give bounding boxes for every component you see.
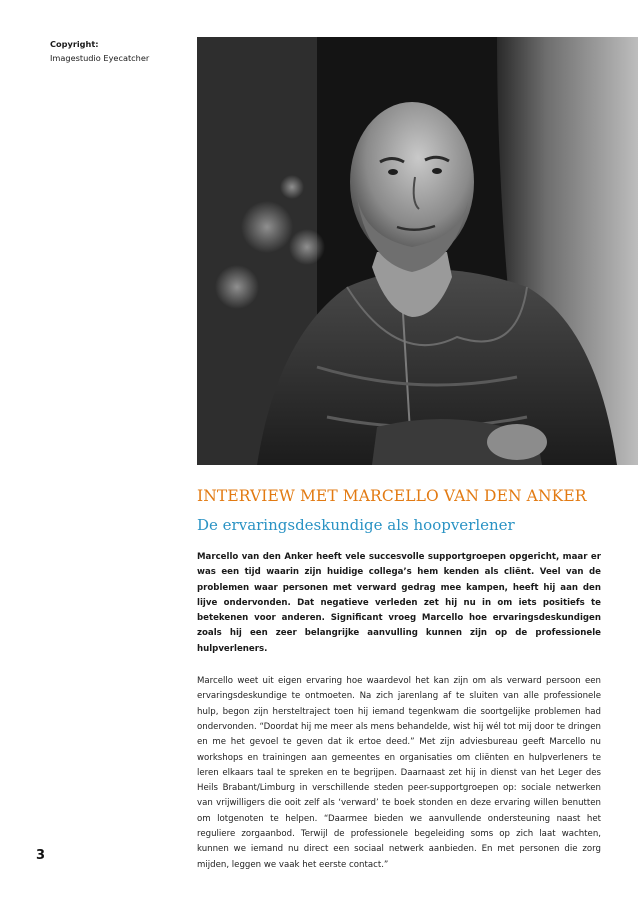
page-number: 3 [36,848,46,863]
article-lead: Marcello van den Anker heeft vele succesvolle supportgroepen opgericht, maar er was een tijd waarin zijn huidige collega’s hem kenden als cliënt. Veel van de problemen waar personen met verward gedrag mee kampen, heeft hij aan den lijve ondervonden. Dat negatieve verleden zet hij nu in om iets positiefs te betekenen voor anderen. Significant vroeg Marcello hoe ervaringsdeskundigen zoals hij een zeer belangrijke aanvulling kunnen zijn op de professionele hulpverleners. [197,552,601,654]
photo-credit [50,37,190,65]
article-kicker: INTERVIEW MET MARCELLO VAN DEN ANKER [197,487,587,505]
portrait-illustration [197,37,638,465]
credit-name: Imagestudio Eyecatcher [50,53,150,63]
credit-label: Copyright: [50,39,99,49]
article [197,485,601,873]
article-body: Marcello weet uit eigen ervaring hoe waardevol het kan zijn om als verward persoon een ervaringsdeskundige te ontmoeten. Na zich jarenlang af te sluiten van alle professionele hulp, begon zijn hersteltraject toen hij iemand tegenkwam die soortgelijke problemen had ondervonden. “Doordat hij me meer als mens behandelde, wist hij wél tot mij door te dringen en me het gevoel te geven dat ik ertoe deed.” Met zijn adviesbureau geeft Marcello nu workshops en trainingen aan gemeentes en organisaties om cliënten en hulpverleners te leren elkaars taal te spreken en te begrijpen. Daarnaast zet hij in dienst van het Leger des Heils Brabant/Limburg in verschillende steden peer-supportgroepen op: sociale netwerken van vrijwilligers die ooit zelf als ‘verward’ te boek stonden en deze ervaring willen benutten om lotgenoten te helpen. “Daarmee bieden we aanvullende ondersteuning naast het reguliere zorgaanbod. Terwijl de professionele begeleiding soms op zich laat wachten, kunnen we iemand nu direct een sociaal netwerk aanbieden. En met personen die zorg mijden, leggen we vaak het eerste contact.” [197,676,601,870]
portrait-photo [197,37,638,465]
article-subtitle: De ervaringsdeskundige als hoopverlener [197,516,515,534]
